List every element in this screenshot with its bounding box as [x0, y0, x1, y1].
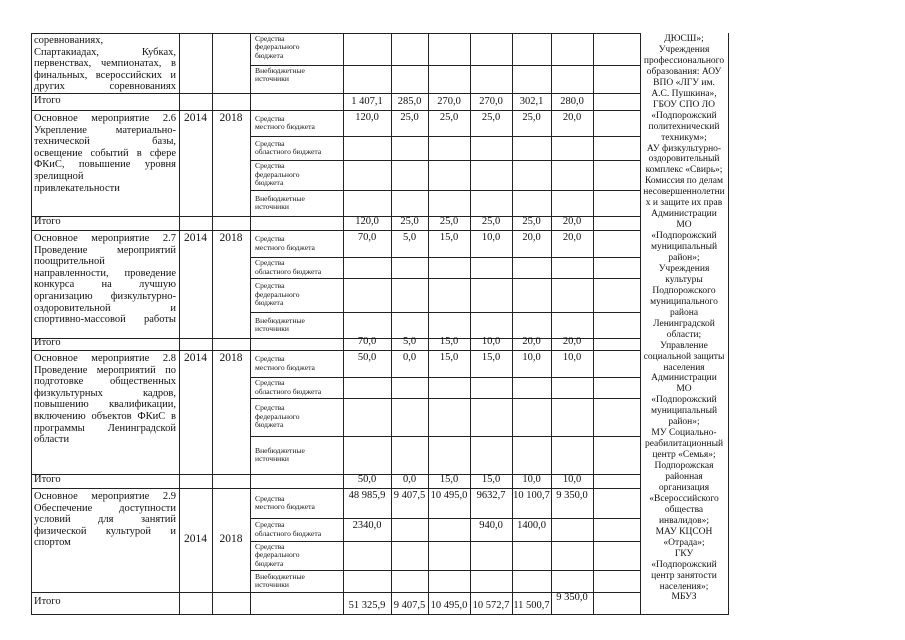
start-year: 2014	[184, 112, 207, 124]
local-budget-value-cell: 5,0	[402, 232, 417, 243]
local-budget-value-cell: 10,0	[481, 232, 501, 243]
funding-source-label: Средства местного бюджета	[255, 354, 315, 372]
regional-budget-value-cell: 2340,0	[352, 520, 382, 531]
local-budget-value-cell: 15,0	[439, 232, 459, 243]
item-text-line: ФКиС, повышение уровня	[34, 159, 176, 171]
responsible-line: техникум»;	[661, 132, 707, 143]
total-value-cell: 10 572,7	[472, 600, 510, 611]
responsible-line: Ленинградской	[653, 318, 715, 329]
total-value-cell: 0,0	[402, 474, 417, 485]
total-value-cell: 280,0	[560, 96, 584, 107]
source-rule	[250, 190, 641, 191]
responsible-line: район»;	[668, 417, 700, 428]
column-rule	[593, 33, 594, 614]
total-value-cell: 25,0	[522, 216, 541, 227]
table-top-rule	[31, 33, 641, 34]
item-text-line: других соревнованиях	[34, 81, 176, 93]
source-rule	[250, 377, 641, 378]
total-value-cell: 5,0	[402, 336, 417, 347]
local-budget-value-cell: 9 407,5	[393, 490, 426, 501]
funding-source-label: Средства федерального бюджета	[255, 403, 300, 430]
responsible-line: ВПО «ЛГУ им.	[653, 77, 715, 88]
responsible-line: х и защите их прав	[645, 198, 723, 209]
funding-source-label: Средства федерального бюджета	[255, 541, 300, 568]
total-value-cell: 10 495,0	[430, 600, 468, 611]
total-value-cell: 51 325,9	[348, 600, 386, 611]
column-rule	[250, 33, 251, 614]
item-text-line: финальных, всероссийских и	[34, 69, 176, 81]
local-budget-value-cell: 25,0	[400, 112, 419, 123]
total-value-cell: 1 407,1	[351, 96, 383, 107]
total-value-cell: 9 350,0	[556, 592, 588, 603]
funding-source-label: Средства областного бюджета	[255, 378, 322, 396]
local-budget-value-cell: 20,0	[522, 232, 541, 243]
row-rule	[31, 110, 641, 111]
responsible-line: ГБОУ СПО ЛО	[652, 99, 716, 110]
source-rule	[250, 65, 641, 66]
source-rule	[250, 136, 641, 137]
responsible-line: А.С. Пушкина»,	[651, 88, 717, 99]
funding-source-label: Средства местного бюджета	[255, 493, 315, 511]
responsible-line: организация	[658, 482, 710, 493]
item-title: Основное мероприятие 2.9	[34, 491, 176, 502]
responsible-line: «Всероссийского	[649, 493, 719, 504]
total-value-cell: 20,0	[522, 336, 541, 347]
source-rule	[250, 541, 641, 542]
responsible-line: несовершеннолетни	[643, 187, 725, 198]
total-value-cell: 9 407,5	[393, 600, 426, 611]
local-budget-value-cell: 10,0	[562, 352, 582, 363]
responsible-line: ГКУ	[674, 548, 694, 559]
total-value-cell: 15,0	[481, 474, 501, 485]
local-budget-value-cell: 10 495,0	[430, 490, 468, 501]
total-value-cell: 70,0	[357, 336, 377, 347]
total-value-cell: 25,0	[481, 216, 501, 227]
funding-source-label: Средства областного бюджета	[255, 258, 322, 276]
row-rule	[31, 230, 641, 231]
row-rule	[31, 592, 641, 593]
local-budget-value-cell: 48 985,9	[348, 490, 386, 501]
responsible-line: «Подпорожский	[651, 231, 717, 242]
funding-source-label: Средства областного бюджета	[255, 138, 322, 156]
item-text-line: зрелищной	[34, 171, 84, 182]
responsible-line: Подпорожская	[654, 461, 714, 472]
regional-budget-value-cell: 1400,0	[517, 520, 546, 531]
source-rule	[250, 398, 641, 399]
responsible-line: муниципальный	[650, 242, 718, 253]
end-year: 2018	[219, 533, 243, 545]
responsible-line: Учреждения	[658, 44, 710, 55]
item-text-line: физической культурой и	[34, 525, 176, 537]
funding-source-label: Средства федерального бюджета	[255, 161, 300, 188]
responsible-line: ДЮСШ»;	[664, 34, 704, 44]
item-text-line: освещение событий в сфере	[34, 147, 176, 159]
responsible-line: Управление	[660, 340, 708, 351]
total-value-cell: 285,0	[397, 96, 422, 107]
local-budget-value-cell: 10 100,7	[513, 490, 550, 501]
total-value-cell: 50,0	[357, 474, 377, 485]
total-value-cell: 302,1	[519, 96, 544, 107]
funding-source-label: Внебюджетные источники	[255, 66, 305, 84]
responsible-line: образования: АОУ	[646, 66, 722, 77]
row-rule	[31, 488, 641, 489]
local-budget-value-cell: 25,0	[522, 112, 541, 123]
source-rule	[250, 160, 641, 161]
responsible-line: профессионального	[643, 55, 725, 66]
responsible-line: центр «Семья»;	[652, 450, 716, 461]
local-budget-value-cell: 25,0	[481, 112, 501, 123]
total-value-cell: 15,0	[439, 474, 459, 485]
responsible-line: культуры	[665, 274, 703, 285]
column-rule	[728, 33, 729, 614]
responsible-line: Комиссия по делам	[644, 176, 724, 187]
funding-source-label: Средства областного бюджета	[255, 520, 322, 538]
local-budget-value-cell: 10,0	[522, 352, 541, 363]
source-rule	[250, 436, 641, 437]
source-rule	[250, 312, 641, 313]
start-year: 2014	[184, 232, 207, 244]
responsible-line: Администрации	[651, 373, 717, 384]
start-year: 2014	[184, 533, 207, 545]
source-rule	[250, 570, 641, 571]
responsible-line: МО	[676, 220, 692, 231]
local-budget-value-cell: 50,0	[357, 352, 377, 363]
item-text-line: оздоровительной и	[34, 302, 176, 314]
total-label: Итого	[34, 474, 61, 485]
source-rule	[250, 278, 641, 279]
responsible-line: населения	[663, 362, 705, 373]
end-year: 2018	[219, 352, 243, 364]
responsible-line: оздоровительный	[648, 154, 720, 165]
local-budget-value-cell: 20,0	[562, 232, 582, 243]
local-budget-value-cell: 9 350,0	[556, 490, 588, 501]
responsible-line: МО	[676, 384, 692, 395]
total-value-cell: 25,0	[439, 216, 459, 227]
local-budget-value-cell: 15,0	[439, 352, 459, 363]
item-text-line: Спартакиадах, Кубках,	[34, 46, 176, 58]
item-text-line: спортом	[34, 537, 71, 549]
local-budget-value-cell: 20,0	[562, 112, 582, 123]
item-text-line: соревнованиях,	[34, 35, 104, 46]
responsible-line: «Подпорожский	[651, 395, 717, 406]
responsible-line: области;	[666, 329, 702, 340]
local-budget-value-cell: 70,0	[357, 232, 377, 243]
row-rule	[31, 350, 641, 351]
total-value-cell: 20,0	[562, 216, 582, 227]
item-title: Основное мероприятие 2.8	[34, 353, 176, 364]
funding-source-label: Внебюджетные источники	[255, 315, 305, 333]
total-value-cell: 270,0	[437, 96, 461, 107]
responsible-line: муниципальный	[650, 406, 718, 417]
total-value-cell: 10,0	[522, 474, 541, 485]
funding-source-label: Средства федерального бюджета	[255, 34, 300, 60]
item-text-line: физкультурных кадров,	[34, 387, 176, 399]
total-value-cell: 10,0	[481, 336, 501, 347]
responsible-line: МАУ КЦСОН	[655, 526, 713, 537]
item-text-line: подготовке общественных	[34, 376, 176, 388]
column-rule	[31, 33, 32, 614]
item-text-line: программы Ленинградской	[34, 422, 176, 434]
source-rule	[250, 518, 641, 519]
responsible-line: населения»;	[659, 581, 709, 592]
responsible-line: Учреждения	[658, 263, 710, 274]
responsible-line: общества	[664, 504, 704, 515]
total-label: Итого	[34, 596, 61, 607]
item-title: Основное мероприятие 2.6	[34, 113, 176, 124]
responsible-line: политехнический	[648, 121, 720, 132]
regional-budget-value-cell: 940,0	[479, 520, 503, 531]
item-text-line: технической базы,	[34, 136, 176, 148]
start-year: 2014	[184, 352, 207, 364]
item-text-line: повышению квалификации,	[34, 399, 176, 411]
funding-source-label: Средства местного бюджета	[255, 234, 315, 252]
total-label: Итого	[34, 216, 61, 227]
local-budget-value-cell: 15,0	[481, 352, 501, 363]
item-text-line: поощрительной	[34, 256, 105, 268]
responsible-line: Подпорожского	[652, 285, 716, 296]
total-value-cell: 270,0	[479, 96, 503, 107]
item-text-line: первенствах, чемпионатах, в	[34, 58, 176, 70]
responsible-line: «Подпорожский	[651, 110, 717, 121]
local-budget-value-cell: 0,0	[402, 352, 417, 363]
local-budget-value-cell: 25,0	[439, 112, 459, 123]
total-label: Итого	[34, 337, 61, 348]
row-rule	[31, 93, 641, 94]
item-text-line: области	[34, 434, 70, 446]
responsible-line: район»;	[668, 253, 700, 263]
item-text-line: Обеспечение доступности	[34, 502, 176, 514]
funding-source-label: Внебюджетные источники	[255, 445, 305, 463]
item-text-line: Укрепление материально-	[34, 124, 176, 136]
item-text-line: направленности, проведение	[34, 267, 176, 279]
funding-source-label: Средства местного бюджета	[255, 113, 315, 131]
funding-source-label: Внебюджетные источники	[255, 571, 305, 589]
funding-source-label: Внебюджетные источники	[255, 193, 305, 211]
item-text-line: привлекательности	[34, 182, 120, 194]
responsible-line: районная	[665, 472, 703, 482]
item-text-line: Проведение мероприятий	[34, 244, 176, 256]
responsible-line: инвалидов»;	[658, 515, 710, 526]
responsible-line: центр занятости	[651, 570, 717, 581]
responsible-line: реабилитационный	[644, 439, 724, 450]
item-text-line: спортивно-массовой работы	[34, 314, 176, 326]
item-text-line: Проведение мероприятий по	[34, 364, 176, 376]
responsible-line: района	[669, 307, 699, 318]
responsible-line: МБУЗ	[671, 592, 697, 603]
source-rule	[250, 257, 641, 258]
responsible-line: муниципального	[650, 296, 718, 307]
total-value-cell: 11 500,7	[513, 600, 550, 611]
local-budget-value-cell: 120,0	[355, 112, 379, 123]
total-label: Итого	[34, 94, 61, 106]
responsible-line: МУ Социально-	[651, 428, 717, 439]
total-value-cell: 20,0	[562, 336, 582, 347]
item-title: Основное мероприятие 2.7	[34, 233, 176, 244]
end-year: 2018	[219, 112, 243, 124]
item-text-line: организацию физкультурно-	[34, 291, 176, 302]
table-bottom-rule	[31, 614, 729, 615]
item-text-line: включению объектов ФКиС в	[34, 411, 176, 422]
funding-source-label: Средства федерального бюджета	[255, 281, 300, 308]
responsible-line: комплекс «Свирь»;	[645, 165, 723, 176]
end-year: 2018	[219, 232, 243, 244]
responsible-line: социальной защиты	[643, 351, 725, 362]
total-value-cell: 25,0	[400, 216, 419, 227]
total-value-cell: 10,0	[562, 474, 582, 485]
item-text-line: конкурса на лучшую	[34, 279, 176, 291]
local-budget-value-cell: 9632,7	[476, 490, 506, 501]
responsible-line: «Подпорожский	[651, 559, 717, 570]
item-text-line: условий для занятий	[34, 514, 176, 526]
total-value-cell: 15,0	[439, 336, 459, 347]
responsible-line: АУ физкультурно-	[646, 143, 722, 154]
responsible-line: «Отрада»;	[663, 537, 705, 548]
responsible-line: Администрации	[651, 209, 717, 220]
total-value-cell: 120,0	[355, 216, 379, 227]
